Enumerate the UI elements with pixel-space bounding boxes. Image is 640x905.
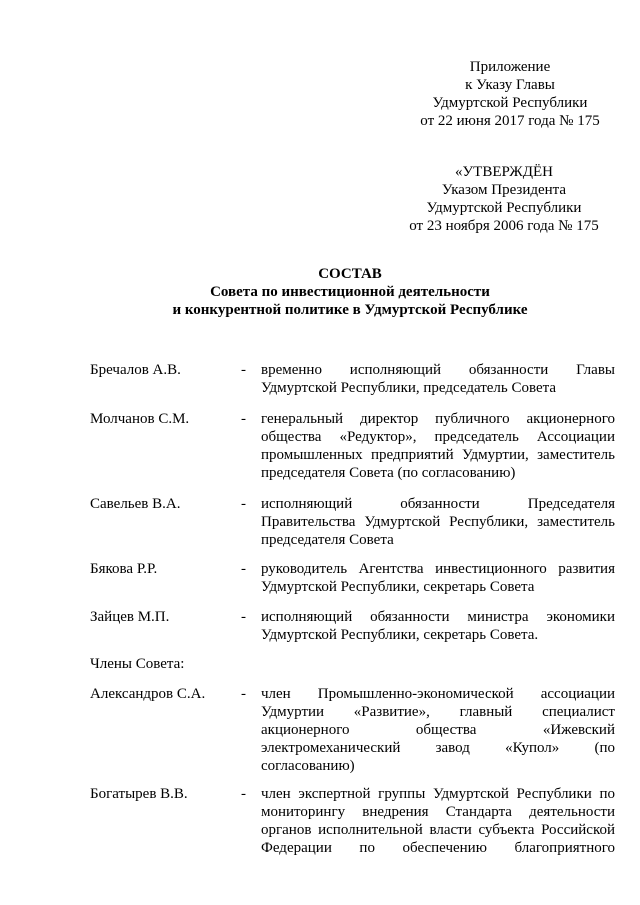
member-dash: - (241, 496, 246, 512)
desc-line: Удмуртии «Развитие», главный специалист (261, 704, 615, 720)
section-label: Члены Совета: (90, 656, 185, 672)
member-name: Богатырев В.В. (90, 786, 188, 802)
member-description (261, 608, 615, 644)
member-name: Бякова Р.Р. (90, 561, 158, 577)
member-entry (90, 685, 615, 785)
desc-line: исполняющий обязанности министра экономики (261, 609, 615, 625)
member-description (261, 361, 615, 397)
desc-line: Федерации по обеспечению благоприятного (261, 840, 615, 856)
desc-line: руководитель Агентства инвестиционного развития (261, 561, 615, 577)
member-name: Савельев В.А. (90, 496, 181, 512)
member-name: Молчанов С.М. (90, 411, 190, 427)
desc-line: Удмуртской Республики, секретарь Совета (261, 579, 535, 595)
desc-line: электромеханический завод «Купол» (по (261, 740, 615, 756)
annex-line: от 22 июня 2017 года № 175 (420, 113, 600, 129)
desc-line: исполняющий обязанности Председателя (261, 496, 615, 512)
section-label-wrap (90, 655, 615, 685)
desc-line: Удмуртской Республики, секретарь Совета. (261, 627, 539, 643)
desc-line: член Промышленно-экономической ассоциации (261, 686, 615, 702)
approved-line: от 23 ноября 2006 года № 175 (409, 218, 599, 234)
desc-line: председателя Совета (по согласованию) (261, 465, 516, 481)
member-description (261, 495, 615, 549)
desc-line: согласованию) (261, 758, 355, 774)
desc-line: член экспертной группы Удмуртской Республики по (261, 786, 615, 802)
approval-stamp-text (370, 163, 638, 235)
desc-line: мониторингу внедрения Стандарта деятельности (261, 804, 615, 820)
annex-line: Удмуртской Республики (432, 95, 588, 111)
desc-line: общества «Редуктор», председатель Ассоциации (261, 429, 615, 445)
member-name: Бречалов А.В. (90, 362, 181, 378)
member-dash: - (241, 786, 246, 802)
member-description (261, 785, 615, 857)
desc-line: акционерного общества «Ижевский (261, 722, 615, 738)
title-line: СОСТАВ (318, 266, 382, 282)
annex-header (380, 58, 640, 130)
desc-line: органов исполнительной власти субъекта Российской (261, 822, 615, 838)
member-description (261, 685, 615, 775)
member-entry (90, 410, 615, 495)
approved-line: «УТВЕРЖДЁН (455, 164, 553, 180)
desc-line: Удмуртской Республики, председатель Совета (261, 380, 557, 396)
desc-line: председателя Совета (261, 532, 394, 548)
annex-line: Приложение (469, 59, 551, 75)
member-dash: - (241, 686, 246, 702)
member-dash: - (241, 362, 246, 378)
member-entry (90, 785, 615, 865)
member-description (261, 410, 615, 482)
approved-line: Удмуртской Республики (426, 200, 582, 216)
member-description (261, 560, 615, 596)
desc-line: временно исполняющий обязанности Главы (261, 362, 615, 378)
desc-line: генеральный директор публичного акционерного (261, 411, 615, 427)
member-entry (90, 560, 615, 608)
member-entry (90, 361, 615, 410)
member-name: Зайцев М.П. (90, 609, 170, 625)
title-line: и конкурентной политике в Удмуртской Республике (172, 302, 528, 318)
council-members-list (90, 361, 615, 865)
member-entry (90, 495, 615, 560)
approved-line: Указом Президента (441, 182, 567, 198)
annex-line: к Указу Главы (465, 77, 555, 93)
member-entry (90, 608, 615, 655)
member-dash: - (241, 411, 246, 427)
member-name: Александров С.А. (90, 686, 206, 702)
member-dash: - (241, 561, 246, 577)
desc-line: Правительства Удмуртской Республики, заместитель (261, 514, 615, 530)
title-line: Совета по инвестиционной деятельности (210, 284, 490, 300)
member-dash: - (241, 609, 246, 625)
document-title (90, 265, 610, 319)
desc-line: промышленных предприятий Удмуртии, заместитель (261, 447, 615, 463)
